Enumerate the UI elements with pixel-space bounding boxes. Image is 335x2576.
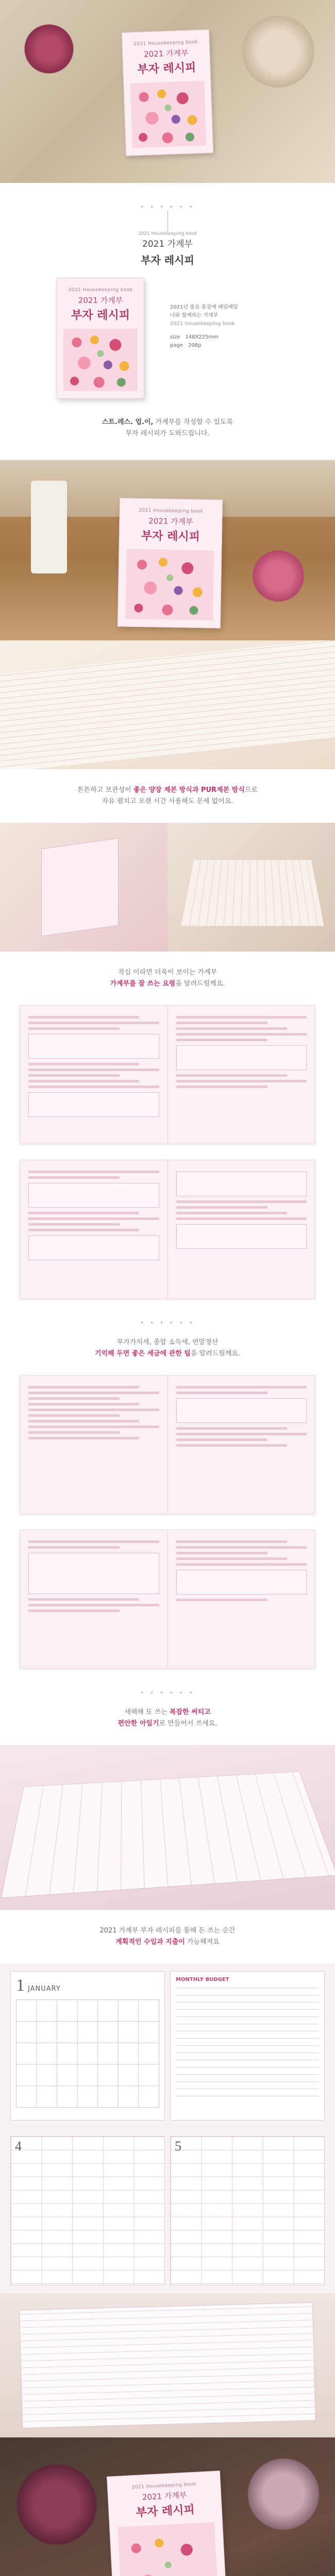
section6-highlight: 계획적인 수입과 지출이 (115, 1938, 185, 1946)
footer-flower-pattern (118, 2522, 219, 2576)
flower-decoration (247, 548, 309, 604)
section5-highlight-2: 편안한 아일기 (118, 1720, 159, 1727)
monthly-summary-page (170, 1971, 325, 2121)
open-pages (181, 860, 324, 926)
book-subtitle: 2021 Housekeeping book (133, 39, 198, 47)
tips-spread-2 (0, 1155, 335, 1309)
section5-highlight-1: 복잡한 써티고 (169, 1708, 211, 1716)
section1-bold: 스트.레스. 업.이, (102, 418, 154, 426)
spread-page-left (20, 1376, 167, 1514)
product-book-subtitle: 2021 Housekeeping book (68, 287, 133, 293)
section5-post: 로 만들어서 쓰세요. (159, 1720, 217, 1727)
dots-divider: • • • • • • (140, 1689, 195, 1697)
section1-caption (0, 417, 335, 439)
flower-pattern (130, 80, 207, 148)
calendar-grid (16, 1999, 159, 2108)
vertical-divider (167, 211, 168, 231)
table-flower-pattern (125, 549, 214, 621)
handwritten-pages-photo (0, 2293, 335, 2437)
written-pages (19, 2302, 316, 2429)
monthly-spread (0, 1963, 335, 2128)
spread-page-left (20, 1160, 167, 1298)
section6-post: 가능해져요 (185, 1938, 220, 1946)
section3-line1: 작심 이라면 더욱이 보이는 가계부 (118, 969, 217, 976)
product-flower-pattern (63, 329, 138, 391)
dots-divider: • • • • • • (140, 204, 195, 211)
calendar-month-name: JANUARY (28, 1985, 61, 1993)
calendar-month-number: 1 (16, 1976, 25, 1995)
spread-page-left (20, 1530, 167, 1668)
size-value: 148X225mm (185, 334, 219, 340)
table-book-title-main: 부자 레시피 (141, 530, 200, 544)
table-book-subtitle: 2021 Housekeeping book (138, 507, 204, 515)
desc-line-3: 2021 housekeeping book (170, 321, 235, 327)
spread-page-left (20, 1006, 167, 1144)
spread-page-right (167, 1160, 315, 1298)
page-label: page (170, 343, 183, 348)
product-book-cover (57, 278, 144, 399)
section6-line1: 2021 가계부 부자 레시피를 통해 돈 쓰는 순간 (99, 1927, 236, 1935)
book-title-year: 2021 가계부 (143, 48, 189, 59)
section4-line1: 부가가치세, 종합 소득세, 연말정산 (116, 1338, 219, 1346)
planner-pages (1, 1771, 335, 1898)
book-cover (122, 29, 213, 156)
title-block (0, 231, 335, 252)
section3-caption (0, 967, 335, 990)
table-book-cover (118, 498, 223, 628)
ledger-pages (0, 640, 335, 769)
desc-line-2: 나와 함께하는 가계부 (170, 313, 219, 318)
summary-rows (176, 1988, 319, 2101)
section2-caption (0, 785, 335, 807)
footer-photo (0, 2437, 335, 2576)
section6-caption (0, 1925, 335, 1948)
desc-line-1: 2021년 풍요 풍감에 배일배일 (170, 304, 238, 310)
page-row (170, 342, 238, 350)
flower-decoration (21, 21, 77, 77)
week-number-right: 5 (175, 2139, 181, 2154)
binding-photos (0, 823, 335, 952)
week-number-left: 4 (15, 2139, 22, 2154)
section2-post: 으로 (244, 786, 258, 794)
product-desc (170, 303, 238, 350)
planner-photo (0, 1745, 335, 1910)
flower-decoration (242, 15, 314, 88)
weekly-page-right (170, 2136, 325, 2285)
hero-photo (0, 0, 335, 183)
weekly-page-left (10, 2136, 165, 2285)
tax-spread-2 (0, 1524, 335, 1679)
section1-line2: 부자 레시피가 도와드립니다. (125, 430, 210, 437)
tips-spread-1 (0, 1000, 335, 1155)
product-book-title-year: 2021 가계부 (78, 296, 123, 305)
section3-post: 을 알려드릴께요. (175, 980, 225, 988)
footer-book-title-year: 2021 가계부 (142, 2490, 187, 2502)
flower-decoration (242, 2453, 325, 2535)
book-on-table-photo (0, 460, 335, 640)
title-main: 부자 레시피 (141, 254, 194, 266)
page-value: 208p (188, 343, 202, 348)
book-spine (41, 838, 119, 936)
spread-page-right (167, 1376, 315, 1514)
lamp-decoration (31, 481, 67, 573)
binding-photo-left (0, 823, 167, 952)
footer-book-subtitle: 2021 Housekeeping book (131, 2481, 197, 2490)
weekly-spread (0, 2128, 335, 2293)
spread-page-right (167, 1530, 315, 1668)
section4-highlight: 기억해 두면 좋은 세금에 관한 팁 (94, 1350, 191, 1358)
title-main-block (0, 252, 335, 273)
product-intro (0, 273, 335, 406)
spread-frame (20, 1005, 315, 1144)
spread-frame (20, 1530, 315, 1669)
section3-highlight: 가계부를 잘 쓰는 요령 (110, 980, 176, 988)
section1-rest: 가계부를 작성할 수 있도록 (153, 418, 233, 426)
table-book-title-year: 2021 가계부 (148, 516, 193, 527)
title-year: 2021 가계부 (142, 239, 193, 249)
summary-title: MONTHLY BUDGET (176, 1977, 229, 1982)
flower-decoration (10, 2458, 103, 2551)
dots-divider: • • • • • • (140, 1319, 195, 1327)
binding-photo-right (167, 823, 335, 952)
product-book-title-main: 부자 레시피 (71, 309, 130, 322)
tax-spread-1 (0, 1370, 335, 1524)
calendar-header (11, 1972, 164, 1999)
section4-post: 을 알려드릴께요. (190, 1350, 241, 1358)
section5-caption (0, 1707, 335, 1730)
spread-frame (20, 1160, 315, 1299)
spread-page-right (167, 1006, 315, 1144)
open-book-photo (0, 640, 335, 769)
monthly-calendar-page (10, 1971, 165, 2121)
section2-line2: 자유 펼치고 오랜 시간 사용해도 문제 없어요. (102, 798, 233, 805)
section2-highlight: 좋은 양장 제본 방식과 PUR제본 방식 (133, 786, 245, 794)
spread-frame (20, 1375, 315, 1514)
section4-caption (0, 1337, 335, 1360)
footer-book-cover (107, 2470, 228, 2576)
size-row (170, 333, 238, 342)
section2-pre: 튼튼하고 보관성이 (77, 786, 133, 794)
title-subtitle: 2021 Housekeeping book (138, 231, 197, 236)
book-title-main: 부자 레시피 (137, 61, 196, 77)
section5-pre: 새해해 또 쓰는 (124, 1708, 170, 1716)
size-label: size (170, 334, 180, 340)
footer-book-title-main: 부자 레시피 (136, 2503, 195, 2520)
